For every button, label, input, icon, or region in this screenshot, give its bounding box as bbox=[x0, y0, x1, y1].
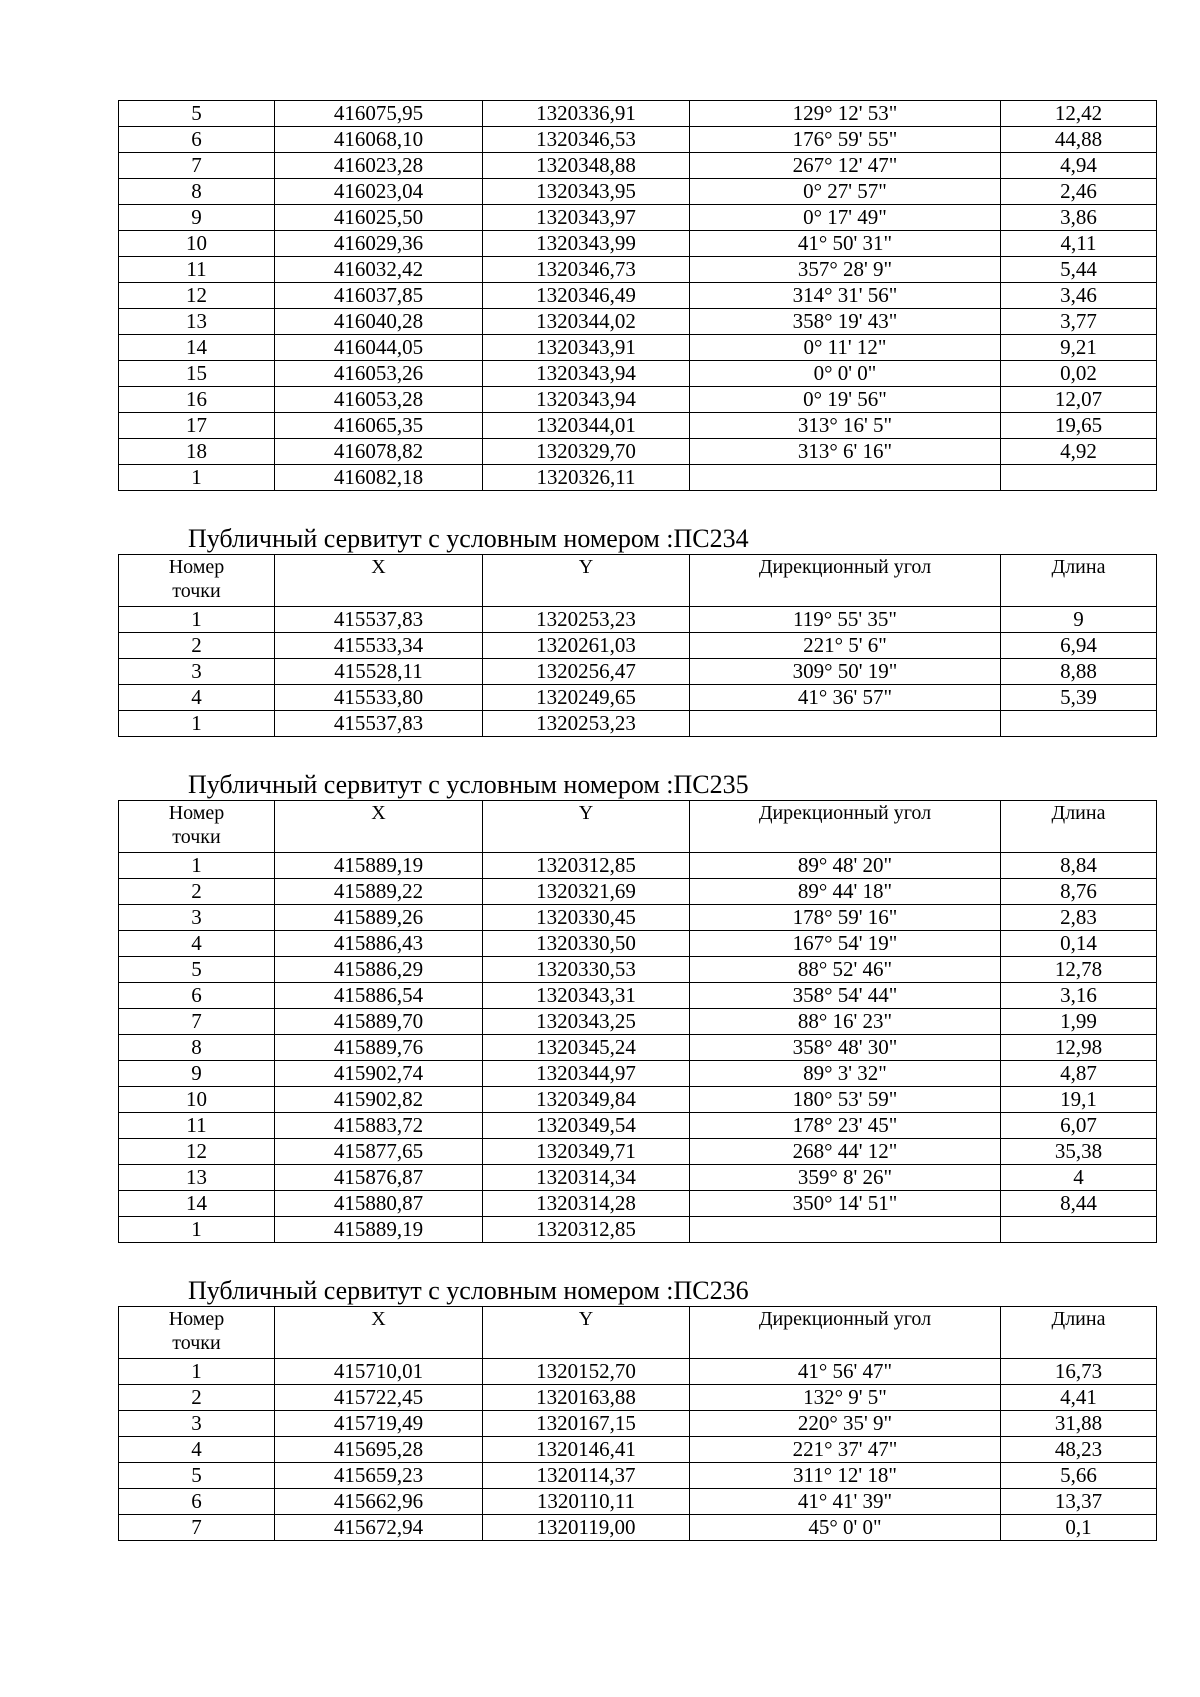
direction-angle-cell: 89° 48' 20" bbox=[690, 853, 1001, 879]
y-coordinate-cell: 1320312,85 bbox=[483, 853, 690, 879]
y-coordinate-cell: 1320110,11 bbox=[483, 1489, 690, 1515]
y-coordinate-cell: 1320349,71 bbox=[483, 1139, 690, 1165]
table-row bbox=[119, 983, 1157, 1009]
x-coordinate-cell: 416044,05 bbox=[275, 335, 483, 361]
point-number-cell: 5 bbox=[119, 101, 275, 127]
table-row bbox=[119, 1489, 1157, 1515]
length-cell: 2,83 bbox=[1001, 905, 1157, 931]
point-number-cell: 4 bbox=[119, 685, 275, 711]
header-direction-angle: Дирекционный угол bbox=[690, 1307, 1001, 1359]
direction-angle-cell: 176° 59' 55" bbox=[690, 127, 1001, 153]
section-spacer bbox=[118, 1243, 1156, 1276]
direction-angle-cell: 88° 16' 23" bbox=[690, 1009, 1001, 1035]
length-cell: 44,88 bbox=[1001, 127, 1157, 153]
length-cell: 9 bbox=[1001, 607, 1157, 633]
table-row bbox=[119, 413, 1157, 439]
x-coordinate-cell: 416065,35 bbox=[275, 413, 483, 439]
length-cell: 2,46 bbox=[1001, 179, 1157, 205]
table-row bbox=[119, 1009, 1157, 1035]
point-number-cell: 1 bbox=[119, 1217, 275, 1243]
point-number-cell: 6 bbox=[119, 127, 275, 153]
x-coordinate-cell: 415886,43 bbox=[275, 931, 483, 957]
y-coordinate-cell: 1320344,01 bbox=[483, 413, 690, 439]
direction-angle-cell: 41° 50' 31" bbox=[690, 231, 1001, 257]
direction-angle-cell: 45° 0' 0" bbox=[690, 1515, 1001, 1541]
length-cell: 3,86 bbox=[1001, 205, 1157, 231]
table-row bbox=[119, 633, 1157, 659]
header-point-line2: точки bbox=[172, 580, 221, 602]
direction-angle-cell: 167° 54' 19" bbox=[690, 931, 1001, 957]
x-coordinate-cell: 415886,29 bbox=[275, 957, 483, 983]
x-coordinate-cell: 415719,49 bbox=[275, 1411, 483, 1437]
header-length: Длина bbox=[1001, 1307, 1157, 1359]
length-cell: 16,73 bbox=[1001, 1359, 1157, 1385]
length-cell: 19,1 bbox=[1001, 1087, 1157, 1113]
x-coordinate-cell: 415537,83 bbox=[275, 607, 483, 633]
section-title: Публичный сервитут с условным номером :ПС234 bbox=[188, 524, 749, 553]
header-point-number bbox=[119, 1307, 275, 1359]
y-coordinate-cell: 1320343,97 bbox=[483, 205, 690, 231]
x-coordinate-cell: 415537,83 bbox=[275, 711, 483, 737]
length-cell: 3,16 bbox=[1001, 983, 1157, 1009]
y-coordinate-cell: 1320256,47 bbox=[483, 659, 690, 685]
direction-angle-cell: 119° 55' 35" bbox=[690, 607, 1001, 633]
table-header-row bbox=[119, 1307, 1157, 1359]
point-number-cell: 9 bbox=[119, 1061, 275, 1087]
table-row bbox=[119, 853, 1157, 879]
length-cell: 4,94 bbox=[1001, 153, 1157, 179]
x-coordinate-cell: 416029,36 bbox=[275, 231, 483, 257]
x-coordinate-cell: 416023,28 bbox=[275, 153, 483, 179]
table-row bbox=[119, 1035, 1157, 1061]
table-row bbox=[119, 1437, 1157, 1463]
direction-angle-cell: 358° 54' 44" bbox=[690, 983, 1001, 1009]
direction-angle-cell: 41° 36' 57" bbox=[690, 685, 1001, 711]
direction-angle-cell: 311° 12' 18" bbox=[690, 1463, 1001, 1489]
x-coordinate-cell: 415533,34 bbox=[275, 633, 483, 659]
table-row bbox=[119, 1113, 1157, 1139]
table-row bbox=[119, 1191, 1157, 1217]
length-cell bbox=[1001, 1217, 1157, 1243]
length-cell: 3,46 bbox=[1001, 283, 1157, 309]
table-row bbox=[119, 101, 1157, 127]
x-coordinate-cell: 416078,82 bbox=[275, 439, 483, 465]
point-number-cell: 1 bbox=[119, 1359, 275, 1385]
direction-angle-cell: 221° 37' 47" bbox=[690, 1437, 1001, 1463]
direction-angle-cell: 89° 3' 32" bbox=[690, 1061, 1001, 1087]
direction-angle-cell: 178° 23' 45" bbox=[690, 1113, 1001, 1139]
point-number-cell: 18 bbox=[119, 439, 275, 465]
x-coordinate-cell: 415886,54 bbox=[275, 983, 483, 1009]
header-direction-angle: Дирекционный угол bbox=[690, 801, 1001, 853]
y-coordinate-cell: 1320249,65 bbox=[483, 685, 690, 711]
x-coordinate-cell: 416037,85 bbox=[275, 283, 483, 309]
length-cell: 12,98 bbox=[1001, 1035, 1157, 1061]
table-row bbox=[119, 711, 1157, 737]
direction-angle-cell: 220° 35' 9" bbox=[690, 1411, 1001, 1437]
point-number-cell: 9 bbox=[119, 205, 275, 231]
direction-angle-cell: 41° 56' 47" bbox=[690, 1359, 1001, 1385]
table-row bbox=[119, 1217, 1157, 1243]
x-coordinate-cell: 416025,50 bbox=[275, 205, 483, 231]
header-length: Длина bbox=[1001, 801, 1157, 853]
table-row bbox=[119, 179, 1157, 205]
length-cell: 4,11 bbox=[1001, 231, 1157, 257]
x-coordinate-cell: 416053,26 bbox=[275, 361, 483, 387]
header-x: X bbox=[275, 555, 483, 607]
direction-angle-cell: 313° 16' 5" bbox=[690, 413, 1001, 439]
y-coordinate-cell: 1320329,70 bbox=[483, 439, 690, 465]
y-coordinate-cell: 1320330,50 bbox=[483, 931, 690, 957]
length-cell: 6,07 bbox=[1001, 1113, 1157, 1139]
x-coordinate-cell: 415662,96 bbox=[275, 1489, 483, 1515]
x-coordinate-cell: 416032,42 bbox=[275, 257, 483, 283]
table-row bbox=[119, 335, 1157, 361]
point-number-cell: 13 bbox=[119, 1165, 275, 1191]
length-cell: 0,1 bbox=[1001, 1515, 1157, 1541]
y-coordinate-cell: 1320167,15 bbox=[483, 1411, 690, 1437]
point-number-cell: 2 bbox=[119, 879, 275, 905]
y-coordinate-cell: 1320336,91 bbox=[483, 101, 690, 127]
point-number-cell: 7 bbox=[119, 1515, 275, 1541]
x-coordinate-cell: 415877,65 bbox=[275, 1139, 483, 1165]
point-number-cell: 11 bbox=[119, 1113, 275, 1139]
x-coordinate-cell: 416082,18 bbox=[275, 465, 483, 491]
header-direction-angle: Дирекционный угол bbox=[690, 555, 1001, 607]
y-coordinate-cell: 1320343,94 bbox=[483, 387, 690, 413]
point-number-cell: 1 bbox=[119, 465, 275, 491]
y-coordinate-cell: 1320349,54 bbox=[483, 1113, 690, 1139]
direction-angle-cell bbox=[690, 711, 1001, 737]
table-row bbox=[119, 1061, 1157, 1087]
length-cell: 3,77 bbox=[1001, 309, 1157, 335]
length-cell: 1,99 bbox=[1001, 1009, 1157, 1035]
x-coordinate-cell: 415889,19 bbox=[275, 853, 483, 879]
table-row bbox=[119, 905, 1157, 931]
direction-angle-cell: 313° 6' 16" bbox=[690, 439, 1001, 465]
table-row bbox=[119, 231, 1157, 257]
point-number-cell: 3 bbox=[119, 1411, 275, 1437]
direction-angle-cell: 314° 31' 56" bbox=[690, 283, 1001, 309]
point-number-cell: 2 bbox=[119, 1385, 275, 1411]
x-coordinate-cell: 415883,72 bbox=[275, 1113, 483, 1139]
y-coordinate-cell: 1320261,03 bbox=[483, 633, 690, 659]
y-coordinate-cell: 1320330,53 bbox=[483, 957, 690, 983]
x-coordinate-cell: 415672,94 bbox=[275, 1515, 483, 1541]
y-coordinate-cell: 1320346,53 bbox=[483, 127, 690, 153]
y-coordinate-cell: 1320343,99 bbox=[483, 231, 690, 257]
y-coordinate-cell: 1320345,24 bbox=[483, 1035, 690, 1061]
direction-angle-cell: 221° 5' 6" bbox=[690, 633, 1001, 659]
y-coordinate-cell: 1320344,97 bbox=[483, 1061, 690, 1087]
point-number-cell: 11 bbox=[119, 257, 275, 283]
section-spacer bbox=[118, 491, 1156, 524]
table-header-row bbox=[119, 555, 1157, 607]
table-row bbox=[119, 283, 1157, 309]
x-coordinate-cell: 415533,80 bbox=[275, 685, 483, 711]
point-number-cell: 8 bbox=[119, 179, 275, 205]
y-coordinate-cell: 1320346,49 bbox=[483, 283, 690, 309]
length-cell: 5,44 bbox=[1001, 257, 1157, 283]
coordinates-table bbox=[118, 800, 1157, 1243]
y-coordinate-cell: 1320326,11 bbox=[483, 465, 690, 491]
table-row bbox=[119, 685, 1157, 711]
point-number-cell: 4 bbox=[119, 1437, 275, 1463]
x-coordinate-cell: 416053,28 bbox=[275, 387, 483, 413]
header-length: Длина bbox=[1001, 555, 1157, 607]
table-row bbox=[119, 1385, 1157, 1411]
table-header-row bbox=[119, 801, 1157, 853]
point-number-cell: 17 bbox=[119, 413, 275, 439]
x-coordinate-cell: 415889,22 bbox=[275, 879, 483, 905]
y-coordinate-cell: 1320330,45 bbox=[483, 905, 690, 931]
x-coordinate-cell: 415889,19 bbox=[275, 1217, 483, 1243]
table-row bbox=[119, 257, 1157, 283]
point-number-cell: 14 bbox=[119, 1191, 275, 1217]
point-number-cell: 10 bbox=[119, 231, 275, 257]
length-cell bbox=[1001, 465, 1157, 491]
point-number-cell: 1 bbox=[119, 711, 275, 737]
direction-angle-cell: 358° 19' 43" bbox=[690, 309, 1001, 335]
direction-angle-cell: 267° 12' 47" bbox=[690, 153, 1001, 179]
header-point-line2: точки bbox=[172, 826, 221, 848]
header-y: Y bbox=[483, 555, 690, 607]
header-point-number bbox=[119, 555, 275, 607]
x-coordinate-cell: 415880,87 bbox=[275, 1191, 483, 1217]
length-cell: 12,78 bbox=[1001, 957, 1157, 983]
x-coordinate-cell: 415889,26 bbox=[275, 905, 483, 931]
table-row bbox=[119, 361, 1157, 387]
y-coordinate-cell: 1320343,94 bbox=[483, 361, 690, 387]
direction-angle-cell: 0° 0' 0" bbox=[690, 361, 1001, 387]
direction-angle-cell: 0° 11' 12" bbox=[690, 335, 1001, 361]
point-number-cell: 1 bbox=[119, 607, 275, 633]
length-cell: 4 bbox=[1001, 1165, 1157, 1191]
length-cell: 4,92 bbox=[1001, 439, 1157, 465]
point-number-cell: 14 bbox=[119, 335, 275, 361]
x-coordinate-cell: 415889,76 bbox=[275, 1035, 483, 1061]
y-coordinate-cell: 1320152,70 bbox=[483, 1359, 690, 1385]
table-body bbox=[119, 101, 1157, 491]
x-coordinate-cell: 415528,11 bbox=[275, 659, 483, 685]
direction-angle-cell: 357° 28' 9" bbox=[690, 257, 1001, 283]
table-row bbox=[119, 1165, 1157, 1191]
length-cell: 9,21 bbox=[1001, 335, 1157, 361]
table-row bbox=[119, 931, 1157, 957]
table-row bbox=[119, 439, 1157, 465]
section-spacer bbox=[118, 737, 1156, 770]
point-number-cell: 16 bbox=[119, 387, 275, 413]
section-title: Публичный сервитут с условным номером :ПС235 bbox=[188, 770, 749, 799]
direction-angle-cell: 0° 27' 57" bbox=[690, 179, 1001, 205]
direction-angle-cell: 129° 12' 53" bbox=[690, 101, 1001, 127]
table-row bbox=[119, 153, 1157, 179]
y-coordinate-cell: 1320343,91 bbox=[483, 335, 690, 361]
point-number-cell: 4 bbox=[119, 931, 275, 957]
length-cell: 6,94 bbox=[1001, 633, 1157, 659]
x-coordinate-cell: 415902,82 bbox=[275, 1087, 483, 1113]
table-row bbox=[119, 1359, 1157, 1385]
table-row bbox=[119, 127, 1157, 153]
length-cell: 0,14 bbox=[1001, 931, 1157, 957]
direction-angle-cell: 350° 14' 51" bbox=[690, 1191, 1001, 1217]
length-cell bbox=[1001, 711, 1157, 737]
point-number-cell: 1 bbox=[119, 853, 275, 879]
y-coordinate-cell: 1320114,37 bbox=[483, 1463, 690, 1489]
point-number-cell: 12 bbox=[119, 1139, 275, 1165]
y-coordinate-cell: 1320348,88 bbox=[483, 153, 690, 179]
direction-angle-cell: 309° 50' 19" bbox=[690, 659, 1001, 685]
direction-angle-cell: 41° 41' 39" bbox=[690, 1489, 1001, 1515]
header-point-number bbox=[119, 801, 275, 853]
point-number-cell: 7 bbox=[119, 153, 275, 179]
x-coordinate-cell: 416068,10 bbox=[275, 127, 483, 153]
y-coordinate-cell: 1320346,73 bbox=[483, 257, 690, 283]
x-coordinate-cell: 415710,01 bbox=[275, 1359, 483, 1385]
header-y: Y bbox=[483, 801, 690, 853]
header-point-line2: точки bbox=[172, 1332, 221, 1354]
direction-angle-cell: 88° 52' 46" bbox=[690, 957, 1001, 983]
direction-angle-cell: 0° 17' 49" bbox=[690, 205, 1001, 231]
length-cell: 12,07 bbox=[1001, 387, 1157, 413]
table-body bbox=[119, 801, 1157, 1243]
x-coordinate-cell: 415722,45 bbox=[275, 1385, 483, 1411]
x-coordinate-cell: 416023,04 bbox=[275, 179, 483, 205]
length-cell: 5,66 bbox=[1001, 1463, 1157, 1489]
point-number-cell: 12 bbox=[119, 283, 275, 309]
table-row bbox=[119, 1463, 1157, 1489]
table-row bbox=[119, 309, 1157, 335]
y-coordinate-cell: 1320344,02 bbox=[483, 309, 690, 335]
direction-angle-cell bbox=[690, 1217, 1001, 1243]
table-row bbox=[119, 957, 1157, 983]
length-cell: 4,87 bbox=[1001, 1061, 1157, 1087]
direction-angle-cell bbox=[690, 465, 1001, 491]
table-row bbox=[119, 205, 1157, 231]
header-point-line1: Номер bbox=[168, 556, 225, 578]
point-number-cell: 7 bbox=[119, 1009, 275, 1035]
y-coordinate-cell: 1320119,00 bbox=[483, 1515, 690, 1541]
y-coordinate-cell: 1320146,41 bbox=[483, 1437, 690, 1463]
y-coordinate-cell: 1320253,23 bbox=[483, 607, 690, 633]
direction-angle-cell: 0° 19' 56" bbox=[690, 387, 1001, 413]
length-cell: 8,88 bbox=[1001, 659, 1157, 685]
point-number-cell: 10 bbox=[119, 1087, 275, 1113]
point-number-cell: 2 bbox=[119, 633, 275, 659]
y-coordinate-cell: 1320314,28 bbox=[483, 1191, 690, 1217]
table-body bbox=[119, 555, 1157, 737]
coordinates-table bbox=[118, 1306, 1157, 1541]
servitude-sections bbox=[118, 491, 1156, 1541]
table-row bbox=[119, 1087, 1157, 1113]
length-cell: 35,38 bbox=[1001, 1139, 1157, 1165]
direction-angle-cell: 358° 48' 30" bbox=[690, 1035, 1001, 1061]
y-coordinate-cell: 1320343,31 bbox=[483, 983, 690, 1009]
y-coordinate-cell: 1320321,69 bbox=[483, 879, 690, 905]
x-coordinate-cell: 415876,87 bbox=[275, 1165, 483, 1191]
x-coordinate-cell: 415889,70 bbox=[275, 1009, 483, 1035]
length-cell: 8,44 bbox=[1001, 1191, 1157, 1217]
table-row bbox=[119, 879, 1157, 905]
direction-angle-cell: 268° 44' 12" bbox=[690, 1139, 1001, 1165]
length-cell: 4,41 bbox=[1001, 1385, 1157, 1411]
length-cell: 19,65 bbox=[1001, 413, 1157, 439]
y-coordinate-cell: 1320343,25 bbox=[483, 1009, 690, 1035]
table-row bbox=[119, 465, 1157, 491]
x-coordinate-cell: 415695,28 bbox=[275, 1437, 483, 1463]
table-row bbox=[119, 1411, 1157, 1437]
point-number-cell: 3 bbox=[119, 659, 275, 685]
direction-angle-cell: 89° 44' 18" bbox=[690, 879, 1001, 905]
x-coordinate-cell: 415659,23 bbox=[275, 1463, 483, 1489]
section-title: Публичный сервитут с условным номером :ПС236 bbox=[188, 1276, 749, 1305]
direction-angle-cell: 132° 9' 5" bbox=[690, 1385, 1001, 1411]
x-coordinate-cell: 416075,95 bbox=[275, 101, 483, 127]
x-coordinate-cell: 416040,28 bbox=[275, 309, 483, 335]
header-point-line1: Номер bbox=[168, 1308, 225, 1330]
table-body bbox=[119, 1307, 1157, 1541]
point-number-cell: 6 bbox=[119, 1489, 275, 1515]
length-cell: 8,84 bbox=[1001, 853, 1157, 879]
length-cell: 31,88 bbox=[1001, 1411, 1157, 1437]
header-y: Y bbox=[483, 1307, 690, 1359]
length-cell: 48,23 bbox=[1001, 1437, 1157, 1463]
length-cell: 13,37 bbox=[1001, 1489, 1157, 1515]
table-row bbox=[119, 607, 1157, 633]
header-point-line1: Номер bbox=[168, 802, 225, 824]
y-coordinate-cell: 1320314,34 bbox=[483, 1165, 690, 1191]
direction-angle-cell: 178° 59' 16" bbox=[690, 905, 1001, 931]
point-number-cell: 5 bbox=[119, 957, 275, 983]
length-cell: 5,39 bbox=[1001, 685, 1157, 711]
direction-angle-cell: 180° 53' 59" bbox=[690, 1087, 1001, 1113]
point-number-cell: 5 bbox=[119, 1463, 275, 1489]
point-number-cell: 13 bbox=[119, 309, 275, 335]
point-number-cell: 8 bbox=[119, 1035, 275, 1061]
y-coordinate-cell: 1320163,88 bbox=[483, 1385, 690, 1411]
length-cell: 12,42 bbox=[1001, 101, 1157, 127]
table-row bbox=[119, 1139, 1157, 1165]
document-page bbox=[118, 100, 1156, 1541]
y-coordinate-cell: 1320312,85 bbox=[483, 1217, 690, 1243]
length-cell: 8,76 bbox=[1001, 879, 1157, 905]
point-number-cell: 3 bbox=[119, 905, 275, 931]
table-row bbox=[119, 1515, 1157, 1541]
coordinates-table-continuation bbox=[118, 100, 1157, 491]
y-coordinate-cell: 1320349,84 bbox=[483, 1087, 690, 1113]
y-coordinate-cell: 1320253,23 bbox=[483, 711, 690, 737]
header-x: X bbox=[275, 1307, 483, 1359]
point-number-cell: 6 bbox=[119, 983, 275, 1009]
x-coordinate-cell: 415902,74 bbox=[275, 1061, 483, 1087]
table-row bbox=[119, 387, 1157, 413]
coordinates-table bbox=[118, 554, 1157, 737]
y-coordinate-cell: 1320343,95 bbox=[483, 179, 690, 205]
header-x: X bbox=[275, 801, 483, 853]
direction-angle-cell: 359° 8' 26" bbox=[690, 1165, 1001, 1191]
table-row bbox=[119, 659, 1157, 685]
length-cell: 0,02 bbox=[1001, 361, 1157, 387]
point-number-cell: 15 bbox=[119, 361, 275, 387]
